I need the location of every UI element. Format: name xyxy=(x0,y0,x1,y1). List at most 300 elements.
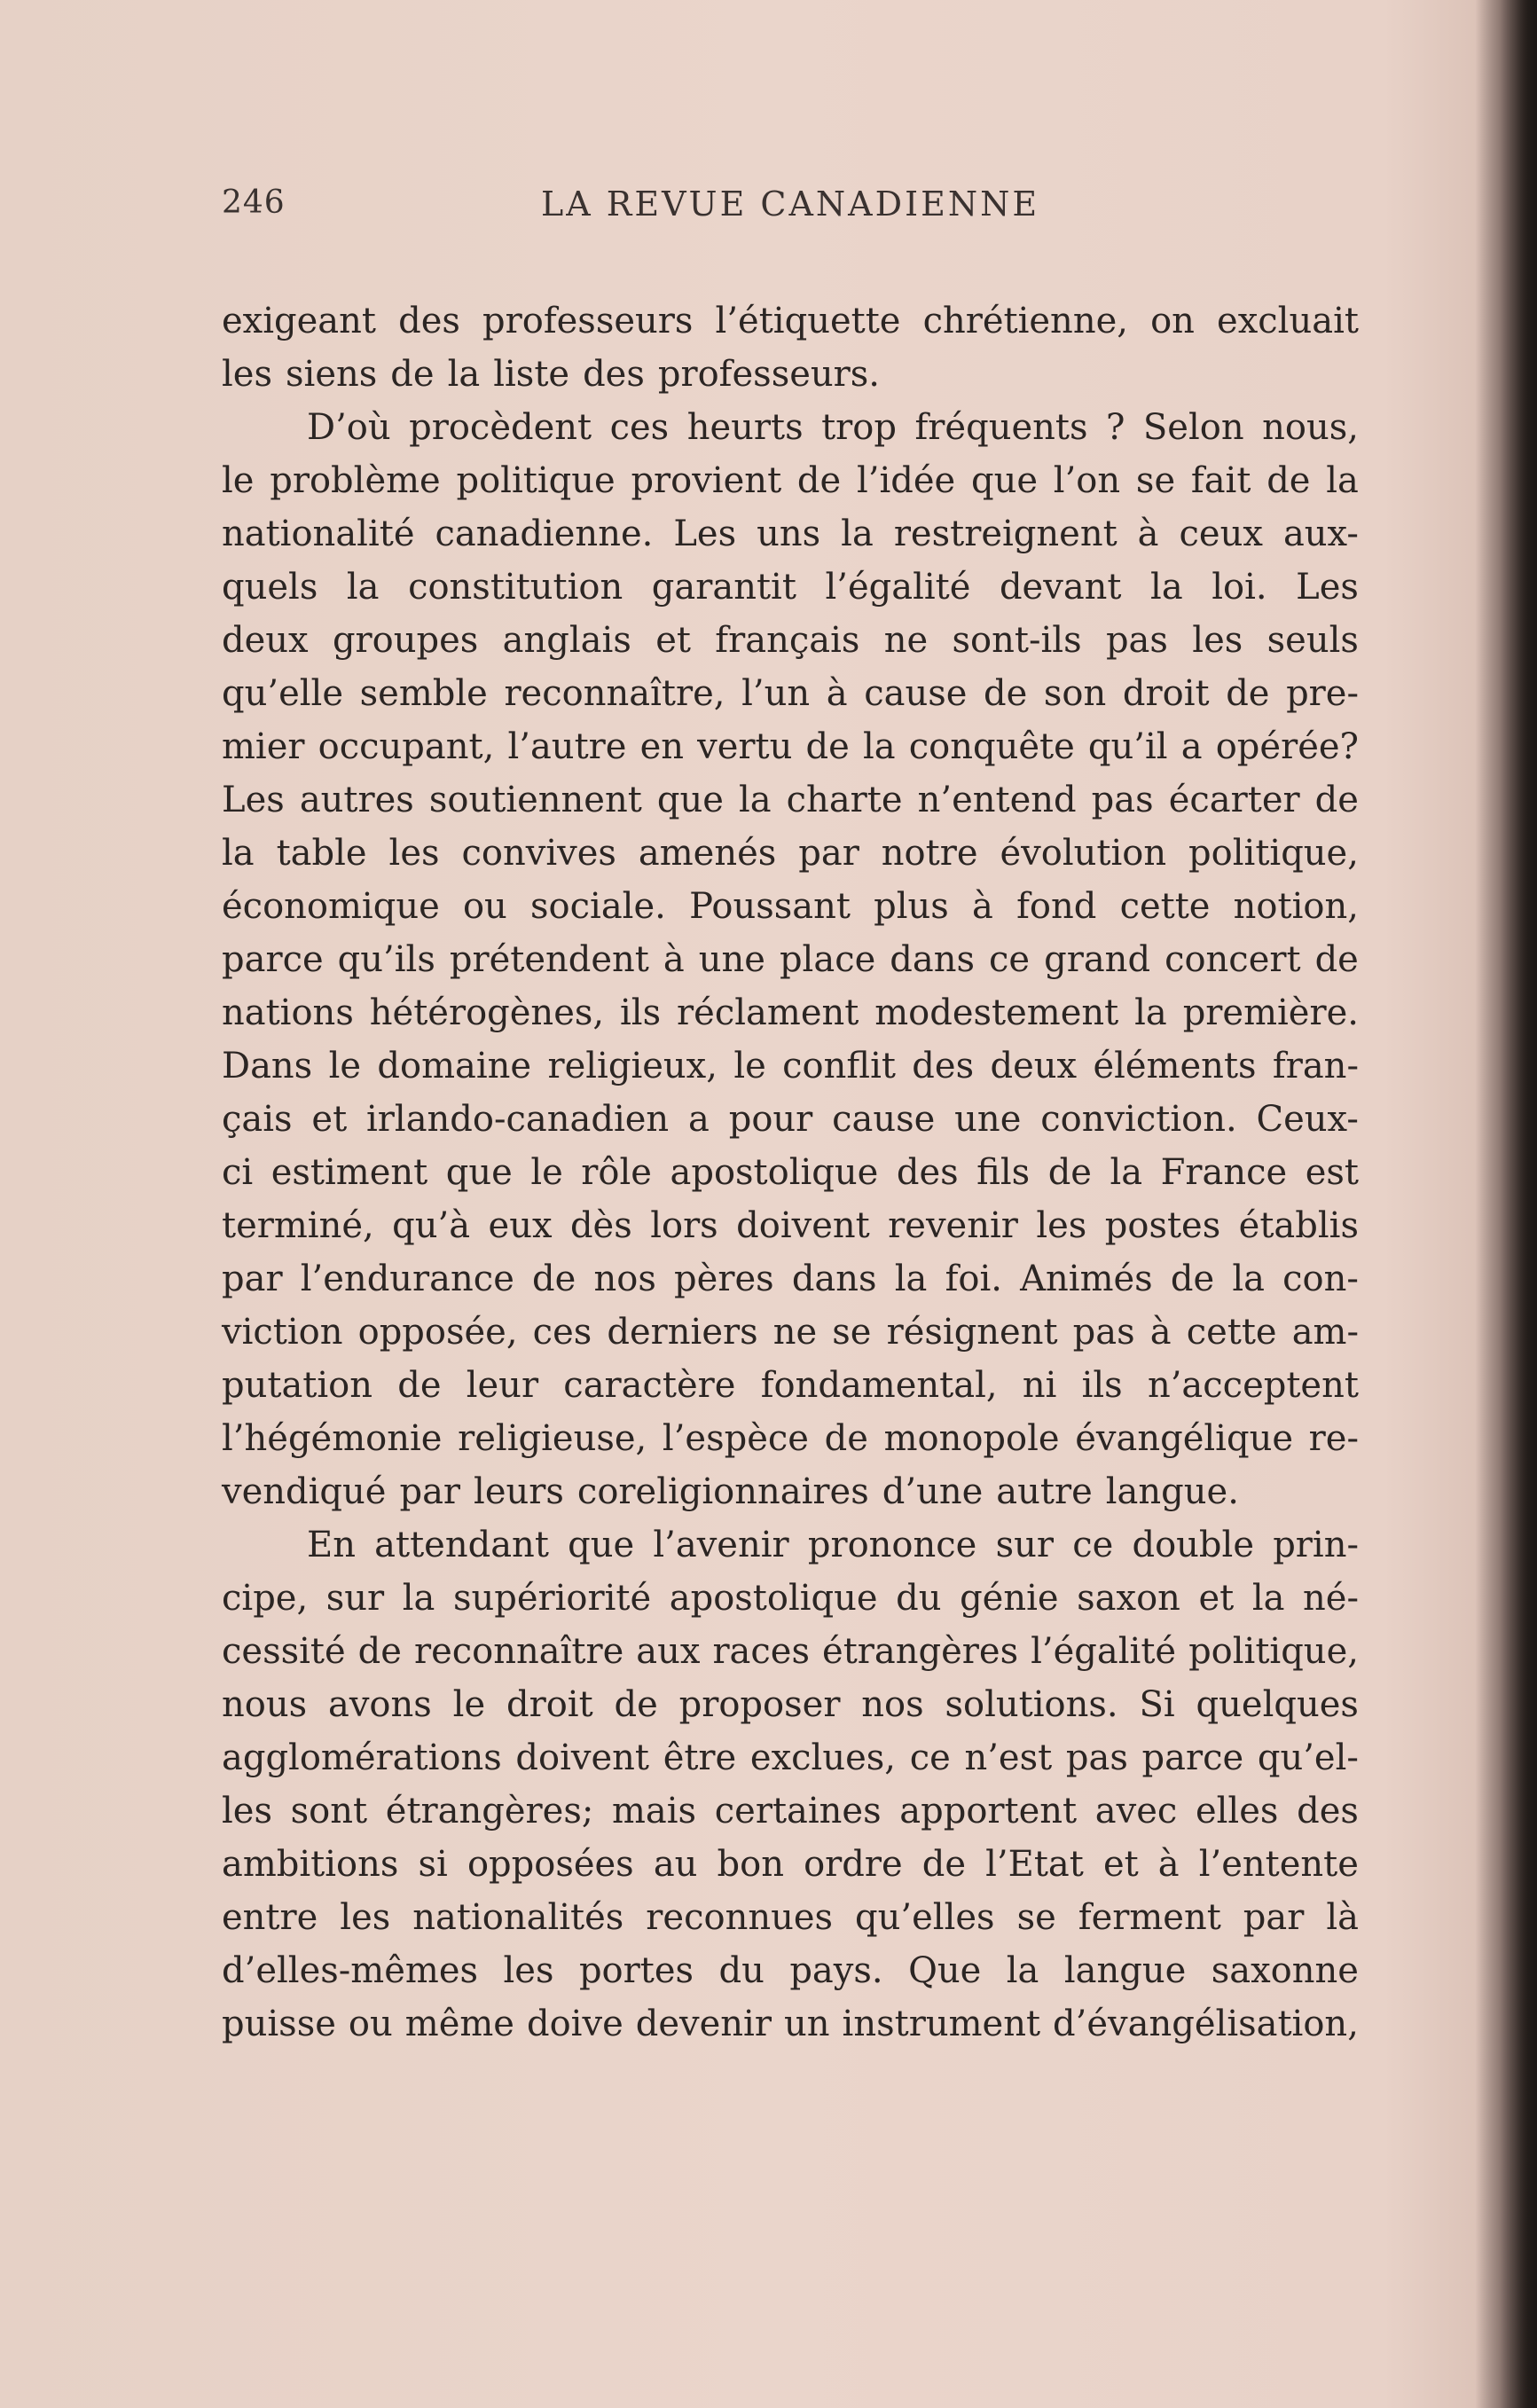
word: apportent xyxy=(899,1791,1078,1831)
word: son xyxy=(1043,673,1107,714)
word: charte xyxy=(786,780,903,820)
word: prononce xyxy=(807,1525,977,1565)
word: agglomérations xyxy=(222,1737,502,1778)
word: sociale. xyxy=(530,886,666,927)
word: cette xyxy=(1119,886,1211,927)
word: ambitions xyxy=(222,1844,399,1885)
text-line xyxy=(222,827,1359,880)
word: que xyxy=(656,780,724,820)
word: fait xyxy=(1190,460,1251,501)
word: pre- xyxy=(1286,673,1359,714)
word: de xyxy=(921,1844,967,1885)
word: politique, xyxy=(1188,1631,1359,1672)
text-line xyxy=(222,720,1359,773)
body-text xyxy=(222,294,1359,2051)
word: solutions. xyxy=(945,1684,1118,1725)
word: nationalités xyxy=(412,1897,624,1938)
text-line xyxy=(222,1465,1359,1518)
word: Les xyxy=(673,514,737,554)
word: exclues, xyxy=(749,1737,897,1778)
word: se xyxy=(1135,460,1176,501)
word: n’acceptent xyxy=(1147,1365,1359,1406)
word: d’évangélisation, xyxy=(1053,2004,1359,2044)
word: fils xyxy=(976,1152,1031,1193)
word: né- xyxy=(1303,1578,1359,1619)
word: l’idée xyxy=(856,460,956,501)
word: quels xyxy=(222,567,318,608)
word: par xyxy=(798,833,859,874)
word: avec xyxy=(1094,1791,1178,1831)
word: groupes xyxy=(332,620,479,661)
word: reconnaître, xyxy=(504,673,725,714)
word: la xyxy=(1232,1259,1265,1299)
word: irlando-canadien xyxy=(365,1099,670,1140)
word: la xyxy=(862,726,896,767)
word: de xyxy=(1314,780,1359,820)
word: ou xyxy=(348,2004,393,2044)
word: être xyxy=(663,1737,737,1778)
word: apostolique xyxy=(669,1578,878,1619)
word: d’elles-mêmes xyxy=(222,1950,479,1991)
word: mais xyxy=(611,1791,697,1831)
word: des xyxy=(1297,1791,1359,1831)
word: de xyxy=(614,1684,658,1725)
word: double xyxy=(1132,1525,1254,1565)
word: hétérogènes, xyxy=(369,992,605,1033)
word: pas xyxy=(1065,1737,1128,1778)
text-line xyxy=(222,614,1359,667)
word: convives xyxy=(461,833,616,874)
text-line xyxy=(222,880,1359,933)
word: liste xyxy=(493,354,570,395)
word: établis xyxy=(1238,1205,1359,1246)
word: rôle xyxy=(581,1152,652,1193)
word: en xyxy=(639,726,685,767)
word: çais xyxy=(222,1099,293,1140)
word: qu’el- xyxy=(1257,1737,1359,1778)
word: siens xyxy=(286,354,378,395)
text-line xyxy=(222,1199,1359,1252)
word: français xyxy=(715,620,860,661)
word: réclament xyxy=(677,992,859,1033)
word: leur xyxy=(466,1365,539,1406)
word: l’on xyxy=(1053,460,1121,501)
word: supériorité xyxy=(452,1578,652,1619)
word: ces xyxy=(609,407,670,448)
word: opposées xyxy=(467,1844,634,1885)
word: En xyxy=(307,1525,356,1565)
word: ci xyxy=(222,1152,254,1193)
text-line xyxy=(222,561,1359,614)
word: la xyxy=(1110,1152,1143,1193)
word: anglais xyxy=(502,620,631,661)
word: fond xyxy=(1016,886,1097,927)
word: opposée, xyxy=(357,1312,518,1353)
word: cessité xyxy=(222,1631,346,1672)
word: qu’elles xyxy=(855,1897,995,1938)
word: vertu xyxy=(697,726,793,767)
word: génie xyxy=(960,1578,1059,1619)
word: fran- xyxy=(1272,1046,1359,1086)
text-line xyxy=(222,1678,1359,1731)
word: D’où xyxy=(307,407,391,448)
word: devenir xyxy=(635,2004,772,2044)
word: de xyxy=(532,1259,576,1299)
word: mier xyxy=(222,726,305,767)
word: de xyxy=(397,1365,442,1406)
text-line xyxy=(222,1039,1359,1093)
word: seuls xyxy=(1266,620,1359,661)
word: qu’ils xyxy=(337,939,435,980)
word: l’égalité xyxy=(1031,1631,1177,1672)
word: races xyxy=(712,1631,811,1672)
word: que xyxy=(445,1152,513,1193)
word: vendiqué xyxy=(222,1471,387,1512)
word: nous, xyxy=(1262,407,1359,448)
word: eux xyxy=(488,1205,553,1246)
word: l’un xyxy=(741,673,811,714)
text-line xyxy=(222,1412,1359,1465)
word: et xyxy=(1102,1844,1139,1885)
word: et xyxy=(1198,1578,1235,1619)
word: l’hégémonie xyxy=(222,1418,443,1459)
word: des xyxy=(896,1152,959,1193)
word: qu’elle xyxy=(222,673,344,714)
text-line xyxy=(222,1572,1359,1625)
word: avons xyxy=(327,1684,432,1725)
word: pays. xyxy=(789,1950,883,1991)
word: reconnues xyxy=(646,1897,834,1938)
word: procèdent xyxy=(409,407,592,448)
word: quelques xyxy=(1196,1684,1359,1725)
word: ils xyxy=(1081,1365,1123,1406)
word: portes xyxy=(578,1950,694,1991)
word: fondamental, xyxy=(760,1365,998,1406)
word: loi. xyxy=(1212,567,1267,608)
word: amenés xyxy=(638,833,777,874)
word: leurs xyxy=(474,1471,564,1512)
word: éléments xyxy=(1093,1046,1257,1086)
word: fréquents xyxy=(914,407,1088,448)
word: deux xyxy=(990,1046,1078,1086)
text-line xyxy=(222,1093,1359,1146)
word: droit xyxy=(506,1684,593,1725)
word: du xyxy=(718,1950,765,1991)
word: de xyxy=(1226,673,1270,714)
word: l’espèce xyxy=(662,1418,809,1459)
word: uns xyxy=(757,514,821,554)
word: de xyxy=(1266,460,1311,501)
word: le xyxy=(222,460,255,501)
word: à xyxy=(1137,514,1159,554)
word: Les xyxy=(222,780,285,820)
word: de xyxy=(796,460,842,501)
word: doivent xyxy=(736,1205,870,1246)
word: exigeant xyxy=(222,301,376,341)
word: nationalité xyxy=(222,514,415,554)
word: re- xyxy=(1308,1418,1359,1459)
word: évolution xyxy=(1000,833,1167,874)
word: ne xyxy=(772,1312,818,1353)
word: une xyxy=(698,939,765,980)
word: autre xyxy=(996,1471,1093,1512)
word: aux xyxy=(636,1631,701,1672)
word: Poussant xyxy=(689,886,851,927)
word: la xyxy=(447,354,481,395)
word: entre xyxy=(222,1897,318,1938)
word: ne xyxy=(883,620,929,661)
word: Si xyxy=(1139,1684,1175,1725)
word: bon xyxy=(717,1844,784,1885)
word: des xyxy=(912,1046,975,1086)
word: étrangères; xyxy=(385,1791,594,1831)
word: garantit xyxy=(651,567,796,608)
word: de xyxy=(824,1418,868,1459)
word: l’endurance xyxy=(300,1259,514,1299)
word: notion, xyxy=(1233,886,1359,927)
word: religieuse, xyxy=(458,1418,647,1459)
word: dans xyxy=(791,1259,877,1299)
word: droit xyxy=(1122,673,1210,714)
word: à xyxy=(1149,1312,1172,1353)
word: postes xyxy=(1104,1205,1221,1246)
word: résignent xyxy=(886,1312,1058,1353)
word: de xyxy=(805,726,850,767)
word: Les xyxy=(1296,567,1359,608)
text-line xyxy=(222,1359,1359,1412)
word: dans xyxy=(890,939,976,980)
word: opérée? xyxy=(1215,726,1359,767)
word: apostolique xyxy=(670,1152,879,1193)
word: canadienne. xyxy=(435,514,654,554)
word: parce xyxy=(222,939,324,980)
word: langue. xyxy=(1105,1471,1239,1512)
word: saxon xyxy=(1077,1578,1180,1619)
word: constitution xyxy=(408,567,623,608)
word: la xyxy=(1134,992,1167,1033)
word: nous xyxy=(222,1684,308,1725)
running-header xyxy=(222,184,1047,234)
word: de xyxy=(984,673,1028,714)
word: place xyxy=(779,939,876,980)
word: l’autre xyxy=(507,726,627,767)
word: semble xyxy=(359,673,488,714)
word: le xyxy=(328,1046,362,1086)
word: parce xyxy=(1141,1737,1244,1778)
word: conflit xyxy=(782,1046,896,1086)
word: modestement xyxy=(874,992,1119,1033)
word: les xyxy=(1192,620,1243,661)
word: cette xyxy=(1186,1312,1277,1353)
word: problème xyxy=(270,460,441,501)
word: politique, xyxy=(1188,833,1359,874)
word: le xyxy=(452,1684,486,1725)
word: notre xyxy=(881,833,978,874)
text-line xyxy=(222,1944,1359,1997)
word: coreligionnaires xyxy=(576,1471,869,1512)
word: l’étiquette xyxy=(715,301,901,341)
word: du xyxy=(896,1578,942,1619)
word: devant xyxy=(999,567,1122,608)
word: cause xyxy=(832,1099,936,1140)
word: par xyxy=(399,1471,461,1512)
word: à xyxy=(663,939,685,980)
word: langue xyxy=(1063,1950,1187,1991)
word: pas xyxy=(1105,620,1168,661)
word: évangélique xyxy=(1075,1418,1294,1459)
word: putation xyxy=(222,1365,372,1406)
text-line xyxy=(222,1518,1359,1572)
text-line xyxy=(222,1252,1359,1306)
text-line xyxy=(222,454,1359,507)
word: pères xyxy=(674,1259,774,1299)
word: de xyxy=(1170,1259,1215,1299)
word: politique xyxy=(456,460,616,501)
word: de xyxy=(390,354,435,395)
word: n’entend xyxy=(917,780,1077,820)
word: Dans xyxy=(222,1046,313,1086)
word: qu’à xyxy=(392,1205,471,1246)
word: con- xyxy=(1282,1259,1359,1299)
word: la xyxy=(1150,567,1183,608)
word: estiment xyxy=(271,1152,428,1193)
word: monopole xyxy=(883,1418,1060,1459)
word: ceux xyxy=(1179,514,1263,554)
word: les xyxy=(503,1950,554,1991)
word: la xyxy=(841,514,874,554)
running-title: LA REVUE CANADIENNE xyxy=(541,184,1040,224)
word: puisse xyxy=(222,2004,336,2044)
word: qu’il xyxy=(1087,726,1168,767)
word: restreignent xyxy=(893,514,1117,554)
word: soutiennent xyxy=(428,780,642,820)
word: se xyxy=(1016,1897,1056,1938)
word: étrangères xyxy=(822,1631,1019,1672)
word: certaines xyxy=(714,1791,882,1831)
word: si xyxy=(418,1844,448,1885)
text-line xyxy=(222,1838,1359,1891)
text-line xyxy=(222,348,1359,401)
word: de xyxy=(1314,939,1359,980)
word: Ceux- xyxy=(1256,1099,1359,1140)
word: ordre xyxy=(804,1844,903,1885)
word: les xyxy=(388,833,440,874)
word: une xyxy=(954,1099,1022,1140)
word: a xyxy=(1180,726,1203,767)
word: ils xyxy=(620,992,662,1033)
word: viction xyxy=(222,1312,343,1353)
word: professeurs xyxy=(482,301,694,341)
word: des xyxy=(398,301,460,341)
word: domaine xyxy=(377,1046,532,1086)
word: des xyxy=(583,354,645,395)
word: économique xyxy=(222,886,440,927)
word: Animés xyxy=(1020,1259,1153,1299)
word: la xyxy=(894,1259,928,1299)
word: derniers xyxy=(607,1312,758,1353)
word: l’entente xyxy=(1198,1844,1359,1885)
word: conquête xyxy=(908,726,1075,767)
word: provient xyxy=(631,460,782,501)
word: dès xyxy=(569,1205,632,1246)
word: et xyxy=(311,1099,348,1140)
word: concert xyxy=(1165,939,1301,980)
word: les xyxy=(1036,1205,1087,1246)
word: ou xyxy=(462,886,507,927)
word: et xyxy=(655,620,691,661)
word: la xyxy=(222,833,255,874)
word: se xyxy=(832,1312,872,1353)
word: la xyxy=(346,567,380,608)
word: Selon xyxy=(1142,407,1244,448)
word: trop xyxy=(821,407,897,448)
word: l’égalité xyxy=(825,567,971,608)
word: première. xyxy=(1182,992,1359,1033)
text-line xyxy=(222,1784,1359,1838)
text-line xyxy=(222,667,1359,720)
word: heurts xyxy=(686,407,804,448)
word: sont-ils xyxy=(952,620,1082,661)
word: sont xyxy=(290,1791,368,1831)
text-line xyxy=(222,1731,1359,1784)
word: l’avenir xyxy=(653,1525,789,1565)
word: écarter xyxy=(1168,780,1300,820)
text-line xyxy=(222,933,1359,986)
word: elles xyxy=(1195,1791,1279,1831)
word: excluait xyxy=(1217,301,1359,341)
word: la xyxy=(1006,1950,1039,1991)
word: autres xyxy=(299,780,414,820)
word: pour xyxy=(728,1099,813,1140)
word: reconnaître xyxy=(413,1631,624,1672)
word: sur xyxy=(995,1525,1054,1565)
word: par xyxy=(222,1259,283,1299)
word: les xyxy=(222,354,272,395)
text-line xyxy=(222,1997,1359,2051)
word: sur xyxy=(325,1578,385,1619)
word: l’Etat xyxy=(985,1844,1084,1885)
text-line xyxy=(222,986,1359,1039)
word: Que xyxy=(908,1950,982,1991)
word: terminé, xyxy=(222,1205,374,1246)
word: les xyxy=(222,1791,272,1831)
page-gutter-shadow xyxy=(1475,0,1537,2408)
text-line xyxy=(222,401,1359,454)
word: le xyxy=(733,1046,766,1086)
word: de xyxy=(1047,1152,1092,1193)
word: grand xyxy=(1044,939,1151,980)
word: table xyxy=(276,833,367,874)
word: prétendent xyxy=(449,939,649,980)
text-line xyxy=(222,294,1359,348)
word: instrument xyxy=(842,2004,1041,2044)
word: le xyxy=(530,1152,563,1193)
text-line xyxy=(222,1891,1359,1944)
word: ferment xyxy=(1078,1897,1221,1938)
word: professeurs. xyxy=(657,354,881,395)
word: caractère xyxy=(563,1365,736,1406)
word: conviction. xyxy=(1040,1099,1237,1140)
word: au xyxy=(653,1844,698,1885)
word: prin- xyxy=(1273,1525,1359,1565)
word: a xyxy=(688,1099,710,1140)
page-number: 246 xyxy=(222,184,286,221)
text-line xyxy=(222,1146,1359,1199)
word: pas xyxy=(1091,780,1154,820)
word: ce xyxy=(1072,1525,1114,1565)
word: France xyxy=(1160,1152,1288,1193)
word: que xyxy=(970,460,1039,501)
